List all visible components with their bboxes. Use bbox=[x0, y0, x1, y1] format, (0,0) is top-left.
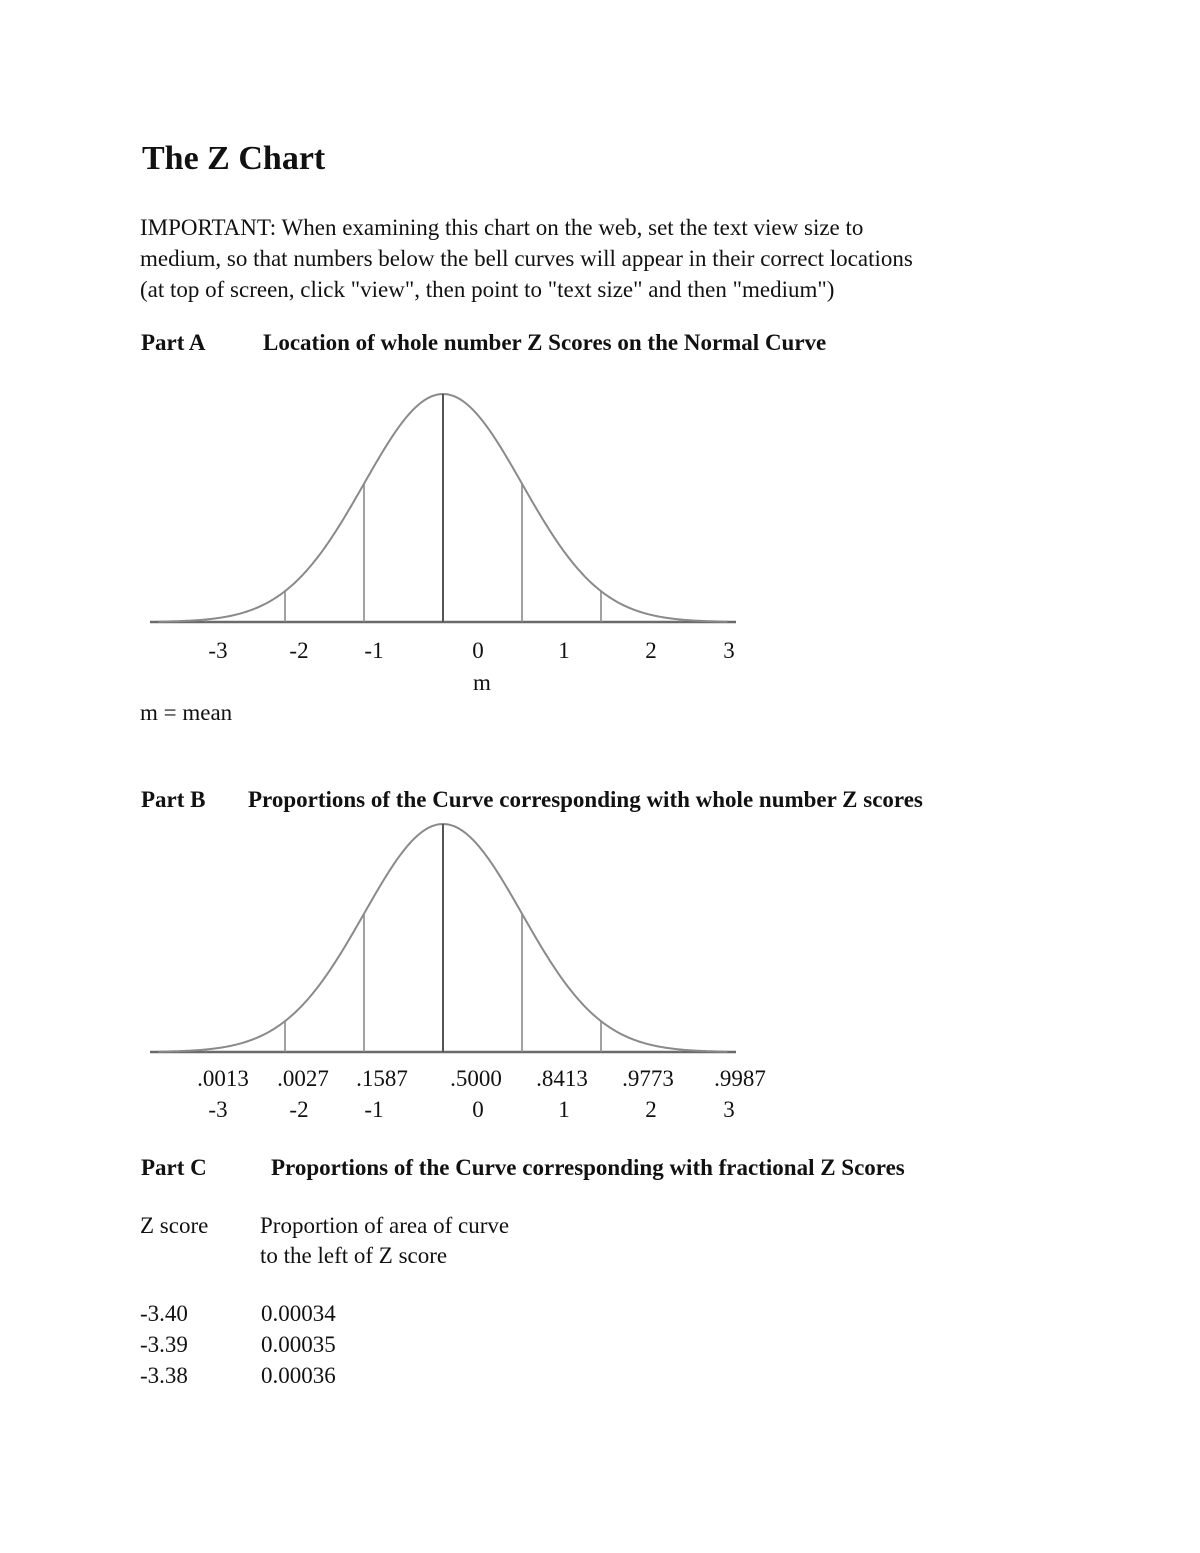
mean-legend: m = mean bbox=[140, 700, 233, 725]
proportion-label: .5000 bbox=[450, 1066, 502, 1091]
important-line: IMPORTANT: When examining this chart on the web, set the text view size to bbox=[140, 215, 864, 240]
part-b-label: Part B bbox=[141, 787, 206, 812]
z-tick-label: 2 bbox=[645, 1097, 657, 1122]
table-cell-z: -3.39 bbox=[140, 1332, 188, 1357]
page-title: The Z Chart bbox=[142, 140, 326, 177]
part-c-heading: Proportions of the Curve corresponding with fractional Z Scores bbox=[271, 1155, 905, 1180]
normal-curve-chart-a bbox=[150, 385, 740, 630]
z-tick-label: 2 bbox=[645, 638, 657, 663]
z-tick-label: 0 bbox=[472, 1097, 484, 1122]
z-tick-label: -2 bbox=[289, 638, 309, 663]
z-tick-label: -1 bbox=[364, 638, 384, 663]
z-tick-label: -1 bbox=[364, 1097, 384, 1122]
z-tick-label: 1 bbox=[558, 1097, 570, 1122]
table-cell-z: -3.40 bbox=[140, 1301, 188, 1326]
part-a-heading: Location of whole number Z Scores on the Normal Curve bbox=[263, 330, 827, 355]
z-tick-label: 1 bbox=[558, 638, 570, 663]
column-header-proportion: Proportion of area of curve bbox=[260, 1213, 510, 1238]
table-cell-proportion: 0.00035 bbox=[261, 1332, 336, 1357]
table-cell-proportion: 0.00034 bbox=[261, 1301, 336, 1326]
proportion-label: .1587 bbox=[356, 1066, 408, 1091]
column-header-proportion-line2: to the left of Z score bbox=[260, 1243, 448, 1268]
normal-curve-chart-b bbox=[150, 815, 740, 1060]
z-tick-label: -3 bbox=[208, 1097, 228, 1122]
mean-symbol: m bbox=[473, 670, 491, 695]
important-line: (at top of screen, click "view", then point to "text size" and then "medium") bbox=[140, 277, 835, 302]
z-tick-label: 0 bbox=[472, 638, 484, 663]
table-cell-proportion: 0.00036 bbox=[261, 1363, 336, 1388]
column-header-z: Z score bbox=[140, 1213, 209, 1238]
proportion-label: .8413 bbox=[536, 1066, 588, 1091]
important-notice bbox=[140, 212, 913, 305]
z-tick-label: 3 bbox=[723, 1097, 735, 1122]
part-c-label: Part C bbox=[141, 1155, 207, 1180]
proportion-label: .0013 bbox=[197, 1066, 249, 1091]
important-line: medium, so that numbers below the bell curves will appear in their correct locations bbox=[140, 246, 913, 271]
z-tick-label: -3 bbox=[208, 638, 228, 663]
proportion-label: .0027 bbox=[277, 1066, 329, 1091]
part-a-label: Part A bbox=[141, 330, 206, 355]
z-tick-label: 3 bbox=[723, 638, 735, 663]
proportion-label: .9987 bbox=[714, 1066, 766, 1091]
z-tick-label: -2 bbox=[289, 1097, 309, 1122]
proportion-label: .9773 bbox=[622, 1066, 674, 1091]
table-cell-z: -3.38 bbox=[140, 1363, 188, 1388]
part-b-heading: Proportions of the Curve corresponding with whole number Z scores bbox=[248, 787, 923, 812]
